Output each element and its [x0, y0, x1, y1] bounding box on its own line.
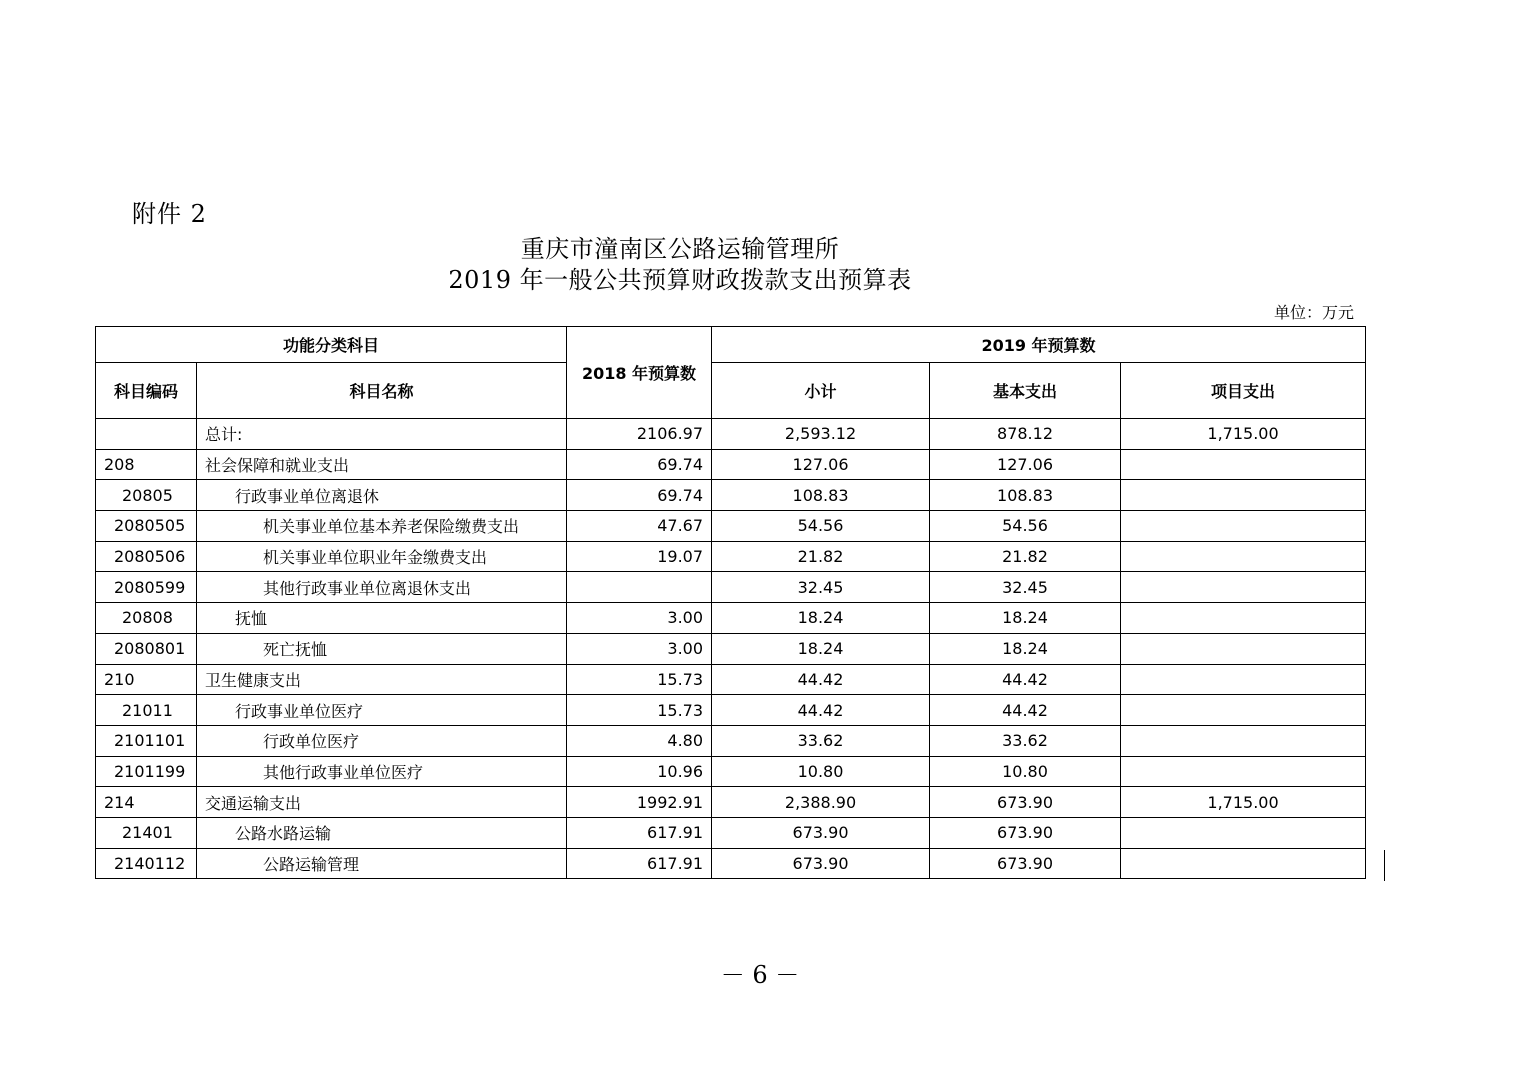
row-project	[1121, 664, 1366, 695]
row-budget-2018: 15.73	[567, 695, 712, 726]
table-row	[96, 664, 1366, 695]
row-basic: 673.90	[930, 848, 1121, 879]
row-code: 2080505	[96, 511, 197, 542]
row-budget-2018: 4.80	[567, 725, 712, 756]
row-budget-2018: 617.91	[567, 817, 712, 848]
row-subtotal: 2,593.12	[712, 419, 930, 450]
header-name: 科目名称	[197, 363, 567, 419]
table-row	[96, 541, 1366, 572]
table-row	[96, 419, 1366, 450]
row-subtotal: 32.45	[712, 572, 930, 603]
row-subtotal: 21.82	[712, 541, 930, 572]
table-row	[96, 756, 1366, 787]
row-project: 1,715.00	[1121, 787, 1366, 818]
table-row	[96, 848, 1366, 879]
row-basic: 32.45	[930, 572, 1121, 603]
row-basic: 108.83	[930, 480, 1121, 511]
row-code: 210	[96, 664, 197, 695]
row-project	[1121, 633, 1366, 664]
title-line-2: 2019 年一般公共预算财政拨款支出预算表	[448, 266, 912, 294]
table-row	[96, 511, 1366, 542]
row-budget-2018: 47.67	[567, 511, 712, 542]
row-basic: 54.56	[930, 511, 1121, 542]
row-code	[96, 419, 197, 450]
row-budget-2018: 19.07	[567, 541, 712, 572]
page-number: － 6 －	[720, 961, 800, 989]
row-subtotal: 54.56	[712, 511, 930, 542]
row-basic: 673.90	[930, 817, 1121, 848]
row-name: 总计:	[197, 419, 567, 450]
budget-table	[95, 326, 1366, 879]
row-project	[1121, 695, 1366, 726]
row-name: 卫生健康支出	[197, 664, 567, 695]
row-project	[1121, 603, 1366, 634]
row-budget-2018: 617.91	[567, 848, 712, 879]
title-line-1: 重庆市潼南区公路运输管理所	[520, 235, 840, 263]
row-budget-2018: 2106.97	[567, 419, 712, 450]
row-budget-2018: 3.00	[567, 633, 712, 664]
header-project: 项目支出	[1121, 363, 1366, 419]
row-code: 2140112	[96, 848, 197, 879]
table-row	[96, 603, 1366, 634]
row-name: 机关事业单位职业年金缴费支出	[197, 541, 567, 572]
table-row	[96, 572, 1366, 603]
row-name: 公路水路运输	[197, 817, 567, 848]
row-basic: 33.62	[930, 725, 1121, 756]
row-subtotal: 673.90	[712, 817, 930, 848]
table-row	[96, 449, 1366, 480]
row-project	[1121, 449, 1366, 480]
row-budget-2018: 3.00	[567, 603, 712, 634]
row-project	[1121, 848, 1366, 879]
row-code: 20805	[96, 480, 197, 511]
header-subtotal: 小计	[712, 363, 930, 419]
row-budget-2018: 10.96	[567, 756, 712, 787]
row-project	[1121, 541, 1366, 572]
row-project	[1121, 572, 1366, 603]
row-basic: 673.90	[930, 787, 1121, 818]
row-project	[1121, 756, 1366, 787]
row-subtotal: 44.42	[712, 664, 930, 695]
row-code: 21401	[96, 817, 197, 848]
table-row	[96, 817, 1366, 848]
row-project	[1121, 725, 1366, 756]
row-budget-2018: 15.73	[567, 664, 712, 695]
row-subtotal: 44.42	[712, 695, 930, 726]
header-basic: 基本支出	[930, 363, 1121, 419]
row-project: 1,715.00	[1121, 419, 1366, 450]
row-name: 抚恤	[197, 603, 567, 634]
row-name: 其他行政事业单位离退休支出	[197, 572, 567, 603]
row-subtotal: 18.24	[712, 633, 930, 664]
row-subtotal: 127.06	[712, 449, 930, 480]
row-basic: 18.24	[930, 633, 1121, 664]
row-basic: 44.42	[930, 695, 1121, 726]
attachment-label: 附件 2	[132, 200, 207, 228]
table-row	[96, 787, 1366, 818]
row-budget-2018: 69.74	[567, 480, 712, 511]
row-budget-2018: 69.74	[567, 449, 712, 480]
row-code: 2080506	[96, 541, 197, 572]
header-budget-2018: 2018 年预算数	[567, 327, 712, 419]
row-subtotal: 10.80	[712, 756, 930, 787]
row-subtotal: 33.62	[712, 725, 930, 756]
row-code: 208	[96, 449, 197, 480]
row-basic: 878.12	[930, 419, 1121, 450]
row-name: 机关事业单位基本养老保险缴费支出	[197, 511, 567, 542]
table-row	[96, 633, 1366, 664]
row-subtotal: 673.90	[712, 848, 930, 879]
unit-label: 单位：万元	[1273, 303, 1354, 322]
header-budget-2019-group: 2019 年预算数	[712, 327, 1366, 363]
row-name: 公路运输管理	[197, 848, 567, 879]
row-code: 2080801	[96, 633, 197, 664]
row-basic: 21.82	[930, 541, 1121, 572]
row-code: 2101101	[96, 725, 197, 756]
row-budget-2018	[567, 572, 712, 603]
row-subtotal: 2,388.90	[712, 787, 930, 818]
row-name: 其他行政事业单位医疗	[197, 756, 567, 787]
document-title	[0, 234, 1360, 296]
row-subtotal: 18.24	[712, 603, 930, 634]
row-code: 21011	[96, 695, 197, 726]
row-code: 20808	[96, 603, 197, 634]
table-row	[96, 695, 1366, 726]
row-name: 社会保障和就业支出	[197, 449, 567, 480]
row-code: 214	[96, 787, 197, 818]
row-name: 行政事业单位离退休	[197, 480, 567, 511]
row-name: 交通运输支出	[197, 787, 567, 818]
row-basic: 44.42	[930, 664, 1121, 695]
row-basic: 10.80	[930, 756, 1121, 787]
table-row	[96, 480, 1366, 511]
row-name: 死亡抚恤	[197, 633, 567, 664]
row-name: 行政单位医疗	[197, 725, 567, 756]
table-trailing-border	[1384, 850, 1385, 881]
header-code: 科目编码	[96, 363, 197, 419]
row-subtotal: 108.83	[712, 480, 930, 511]
row-project	[1121, 817, 1366, 848]
row-project	[1121, 480, 1366, 511]
row-name: 行政事业单位医疗	[197, 695, 567, 726]
table-row	[96, 725, 1366, 756]
row-basic: 18.24	[930, 603, 1121, 634]
row-code: 2101199	[96, 756, 197, 787]
row-project	[1121, 511, 1366, 542]
header-functional-group: 功能分类科目	[96, 327, 567, 363]
row-basic: 127.06	[930, 449, 1121, 480]
row-code: 2080599	[96, 572, 197, 603]
row-budget-2018: 1992.91	[567, 787, 712, 818]
